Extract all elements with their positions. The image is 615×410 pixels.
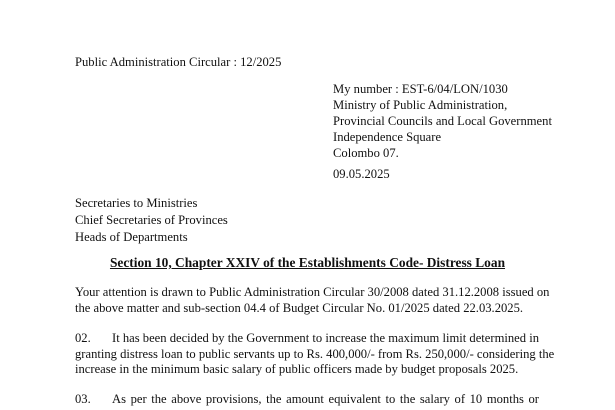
circular-date: 09.05.2025 bbox=[333, 167, 390, 181]
paragraph-line-text: It has been decided by the Government to increase the maximum limit determined in bbox=[112, 331, 540, 345]
paragraph-line: the above matter and sub-section 04.4 of Budget Circular No. 01/2025 dated 22.03.2025. bbox=[75, 300, 524, 315]
ministry-name: Ministry of Public Administration, bbox=[333, 98, 508, 112]
paragraph-3 bbox=[75, 392, 539, 408]
circular-number: Public Administration Circular : 12/2025 bbox=[75, 55, 282, 69]
recipient: Secretaries to Ministries bbox=[75, 196, 198, 210]
subject-heading: Section 10, Chapter XXIV of the Establishments Code- Distress Loan bbox=[109, 255, 506, 270]
recipient: Chief Secretaries of Provinces bbox=[75, 213, 228, 227]
paragraph-number: 02. bbox=[75, 331, 91, 345]
reference-number: My number : EST-6/04/LON/1030 bbox=[333, 82, 508, 96]
paragraph-line: Your attention is drawn to Public Administration Circular 30/2008 dated 31.12.2008 issued on bbox=[75, 285, 550, 299]
paragraph-line bbox=[75, 331, 539, 347]
address-city: Colombo 07. bbox=[333, 146, 399, 160]
address-street: Independence Square bbox=[333, 130, 442, 144]
recipients-list bbox=[75, 195, 228, 246]
paragraph-line: increase in the minimum basic salary of public officers made by budget proposals 2025. bbox=[75, 362, 519, 376]
sender-address bbox=[333, 81, 552, 161]
recipient: Heads of Departments bbox=[75, 230, 188, 244]
paragraph-1 bbox=[75, 285, 550, 316]
paragraph-line bbox=[75, 392, 539, 408]
paragraph-line-text: As per the above provisions, the amount equivalent to the salary of 10 months or bbox=[112, 392, 539, 406]
paragraph-2 bbox=[75, 331, 555, 378]
paragraph-line: granting distress loan to public servants up to Rs. 400,000/- from Rs. 250,000/- considering the bbox=[75, 346, 555, 361]
ministry-name-continued: Provincial Councils and Local Government bbox=[333, 114, 552, 128]
paragraph-number: 03. bbox=[75, 392, 91, 406]
